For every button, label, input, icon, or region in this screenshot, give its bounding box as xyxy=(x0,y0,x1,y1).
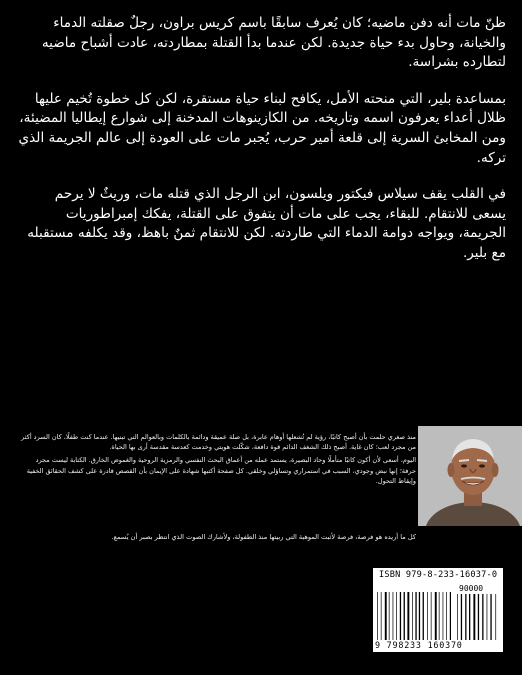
barcode-bar xyxy=(465,594,466,640)
blurb-paragraph: بمساعدة بلير، التي منحته الأمل، يكافح لبناء حياة مستقرة، لكن كل خطوة تُخيم عليها ظلال أعداء يعرفون اسمه وتاريخه. من الكازينوهات المدخنة إلى شوارع إيطاليا المضيئة، ومن المخابئ السرية إلى قلعة أمير حرب، يُجبر مات على العودة إلى عالم الجريمة الذي تركه. xyxy=(18,90,506,166)
barcode-bar xyxy=(381,592,382,640)
barcode-bar xyxy=(495,594,496,640)
barcode-icon xyxy=(377,592,451,640)
barcode-bar xyxy=(389,592,390,640)
bio-paragraph: منذ صغري حلمت بأن أصبح كاتبًا، رؤية لم تُشعلها أوهام عابرة، بل صلة عميقة ودائمة بالكلمات وبالعوالم التي تبنيها. عندما كنت طفلًا، كان السرد أكثر من مجرد لعب؛ كان غاية. أصبح ذلك الشغف الدائم قوة دافعة، شكّلت هويتي وخدمت كعدسة مقدسة أرى بها الحياة. xyxy=(21,433,416,452)
barcode-bar xyxy=(478,594,479,640)
barcode-bar xyxy=(396,592,397,640)
barcode-bar xyxy=(404,592,405,640)
barcode-bar xyxy=(427,592,428,640)
barcode-bar xyxy=(482,594,483,640)
barcode-bar xyxy=(423,592,424,640)
book-blurb xyxy=(18,14,506,281)
barcode-bar xyxy=(407,592,409,640)
author-portrait-image xyxy=(418,426,522,526)
author-bio xyxy=(18,432,416,489)
isbn-barcode xyxy=(373,568,503,652)
barcode-digits: 9 798233 160370 xyxy=(375,640,463,650)
barcode-bar xyxy=(457,594,458,640)
barcode-bar xyxy=(473,594,475,640)
author-section xyxy=(18,426,508,554)
barcode-bar xyxy=(431,592,432,640)
author-portrait xyxy=(418,426,522,526)
barcode-addon-icon xyxy=(457,594,497,640)
barcode-bar xyxy=(490,594,491,640)
barcode-bar xyxy=(435,592,437,640)
barcode-bar xyxy=(385,592,387,640)
isbn-label: ISBN 979-8-233-16037-0 xyxy=(379,570,498,580)
bio-paragraph: اليوم، أسعى لأن أكون كاتبًا متأملًا وحاد البصيرة، يستمد عمله من أعماق البحث النفسي والرمزية الروحية والغموض الخارق. الكتابة ليست مجرد حرفة؛ إنها نبض وجودي، السبب في استمراري وتساؤلي وخلقي. كل صفحة أكتبها شهادة على الإيمان بأن القصص قادرة على كشف الحقائق الخفية وإيقاظ التحول. xyxy=(26,456,416,485)
barcode-bar xyxy=(443,592,444,640)
barcode-bar xyxy=(461,594,462,640)
barcode-bar xyxy=(400,592,401,640)
barcode-bar xyxy=(412,592,413,640)
price-code: 90000 xyxy=(459,584,484,593)
barcode-bar xyxy=(419,592,420,640)
barcode-bar xyxy=(393,592,394,640)
barcode-bar xyxy=(469,594,470,640)
blurb-paragraph: في القلب يقف سيلاس فيكتور ويلسون، ابن الرجل الذي قتله مات، وريثٌ لا يرحم يسعى للانتقام. للبقاء، يجب على مات أن يتفوق على القتلة، يفكك إمبراطوريات الجريمة، ويواجه دوامة الدماء التي طاردته. لكن للانتقام ثمنٌ باهظ، وقد يكلفه مستقبله مع بلير. xyxy=(27,186,506,261)
barcode-bar xyxy=(377,592,378,640)
barcode-bar xyxy=(446,592,447,640)
barcode-bar xyxy=(439,592,440,640)
author-closing-line: كل ما أريده هو فرصة، فرصة لأثبت الموهبة التي ربيتها منذ الطفولة، ولأشارك الصوت الذي انتظر بصبر أن يُسمع. xyxy=(111,533,416,541)
barcode-bar xyxy=(450,592,451,640)
barcode-bar xyxy=(415,592,416,640)
blurb-paragraph: ظنّ مات أنه دفن ماضيه؛ كان يُعرف سابقًا باسم كريس براون، رجلٌ صقلته الدماء والخيانة، وحاول بدء حياة جديدة. لكن عندما بدأ القتلة بمطاردته، عادت أشباح ماضيه لتطارده بشراسة. xyxy=(41,15,506,71)
barcode-bar xyxy=(487,594,488,640)
